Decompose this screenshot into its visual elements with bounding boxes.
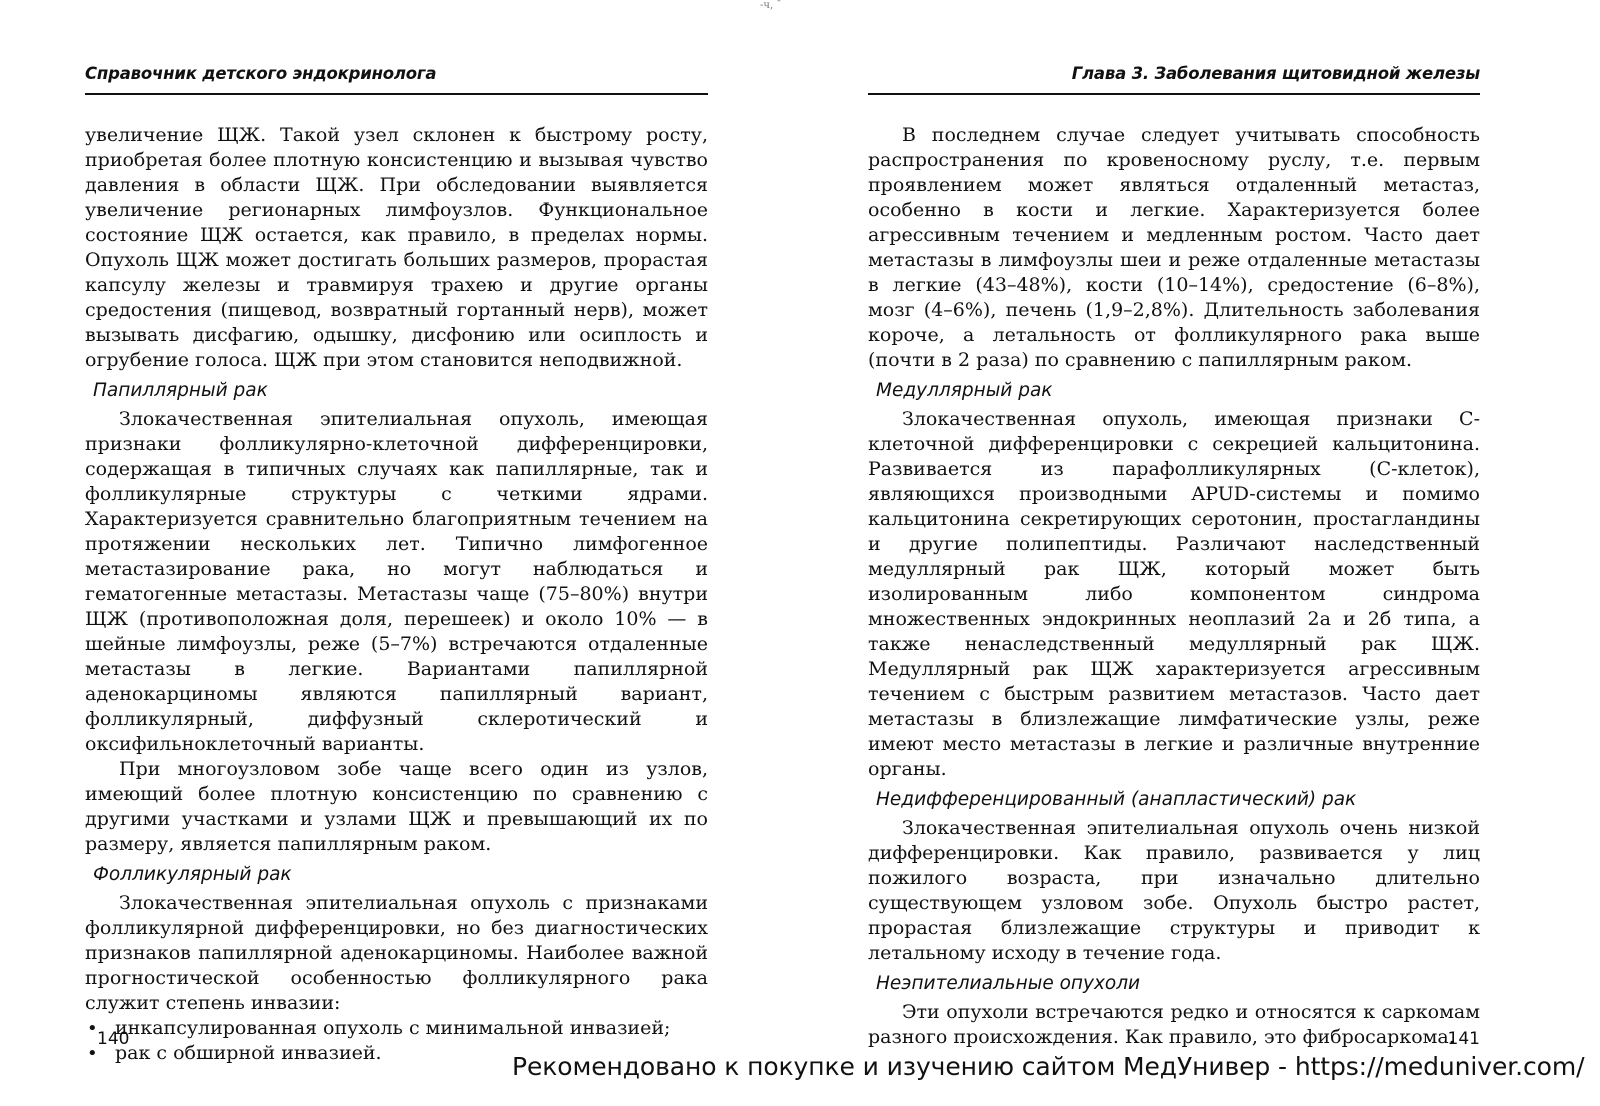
list-item: • инкапсулированная опухоль с минимальной инвазией; bbox=[85, 1016, 708, 1041]
paragraph: увеличение ЩЖ. Такой узел склонен к быстрому росту, приобретая более плотную консистенцию и вызывая чувство давления в области ЩЖ. При обследовании выявляется увеличение регионарных лимфоузлов. Функциональное состояние ЩЖ остается, как правило, в пределах нормы. Опухоль ЩЖ может достигать больших размеров, прорастая капсулу железы и травмируя трахею и другие органы средостения (пищевод, возвратный гортанный нерв), может вызывать дисфагию, одышку, дисфонию или осиплость и огрубение голоса. ЩЖ при этом становится неподвижной. bbox=[85, 124, 708, 371]
header-rule-left bbox=[85, 93, 708, 95]
heading-nonepithelial: Неэпителиальные опухоли bbox=[876, 973, 1141, 994]
heading-follicular: Фолликулярный рак bbox=[93, 864, 292, 885]
left-page-body bbox=[85, 123, 708, 1066]
header-rule-right bbox=[868, 93, 1480, 95]
paragraph: Злокачественная опухоль, имеющая признаки С-клеточной дифференцировки с секрецией кальцитонина. Развивается из парафолликулярных (С-клеток), являющихся производными APUD-системы и помимо кальцитонина секретирующих серотонин, простагландины и другие полипептиды. Различают наследственный медуллярный рак ЩЖ, который может быть изолированным либо компонентом синдрома множественных эндокринных неоплазий 2а и 2б типа, а также ненаследственный медуллярный рак ЩЖ. Медуллярный рак ЩЖ характеризуется агрессивным течением с быстрым развитием метастазов. Часто дает метастазы в близлежащие лимфатические узлы, реже имеют место метастазы в легкие и различные внутренние органы. bbox=[868, 408, 1480, 780]
footer-recommendation: Рекомендовано к покупке и изучению сайтом МедУнивер - https://meduniver.com/ bbox=[512, 1052, 1585, 1081]
paragraph: Злокачественная эпителиальная опухоль очень низкой дифференцировки. Как правило, развивается у лиц пожилого возраста, при изначально длительно существующем узловом зобе. Опухоль быстро растет, прорастая близлежащие структуры и приводит к летальному исходу в течение года. bbox=[868, 817, 1480, 964]
paragraph: Злокачественная эпителиальная опухоль с признаками фолликулярной дифференцировки, но без диагностических признаков папиллярной аденокарциномы. Наиболее важной прогностической особенностью фолликулярного рака служит степень инвазии: bbox=[85, 892, 708, 1014]
list-item: • рак с обширной инвазией. bbox=[85, 1041, 708, 1066]
paragraph: В последнем случае следует учитывать способность распространения по кровеносному руслу, т.е. первым проявлением может являться отдаленный метастаз, особенно в кости и легкие. Характеризуется более агрессивным течением и медленным ростом. Часто дает метастазы в лимфоузлы шеи и реже отдаленные метастазы в легкие (43–48%), кости (10–14%), средостение (6–8%), мозг (4–6%), печень (1,9–2,8%). Длительность заболевания короче, а летальность от фолликулярного рака выше (почти в 2 раза) по сравнению с папиллярным раком. bbox=[868, 124, 1480, 371]
heading-papillary: Папиллярный рак bbox=[93, 380, 268, 401]
paragraph: Эти опухоли встречаются редко и относятся к саркомам разного происхождения. Как правило, это фибросаркома. bbox=[868, 1001, 1480, 1048]
heading-medullary: Медуллярный рак bbox=[876, 380, 1053, 401]
right-page-body bbox=[868, 123, 1480, 1050]
scan-mark: -ч, ¯ bbox=[760, 0, 782, 11]
page-number-right: 141 bbox=[1447, 1029, 1480, 1049]
running-head-left: Справочник детского эндокринолога bbox=[85, 64, 437, 83]
running-head-right: Глава 3. Заболевания щитовидной железы bbox=[1071, 64, 1480, 83]
paragraph: Злокачественная эпителиальная опухоль, имеющая признаки фолликулярно-клеточной дифференцировки, содержащая в типичных случаях как папиллярные, так и фолликулярные структуры с четкими ядрами. Характеризуется сравнительно благоприятным течением на протяжении нескольких лет. Типично лимфогенное метастазирование рака, но могут наблюдаться и гематогенные метастазы. Метастазы чаще (75–80%) внутри ЩЖ (противоположная доля, перешеек) и около 10% — в шейные лимфоузлы, реже (5–7%) встречаются отдаленные метастазы в легкие. Вариантами папиллярной аденокарциномы являются папиллярный вариант, фолликулярный, диффузный склеротический и оксифильноклеточный варианты. bbox=[85, 408, 708, 755]
paragraph: При многоузловом зобе чаще всего один из узлов, имеющий более плотную консистенцию по сравнению с другими участками и узлами ЩЖ и превышающий их по размеру, является папиллярным раком. bbox=[85, 758, 708, 855]
page-number-left: 140 bbox=[97, 1029, 130, 1049]
heading-anaplastic: Недифференцированный (анапластический) рак bbox=[876, 789, 1357, 810]
